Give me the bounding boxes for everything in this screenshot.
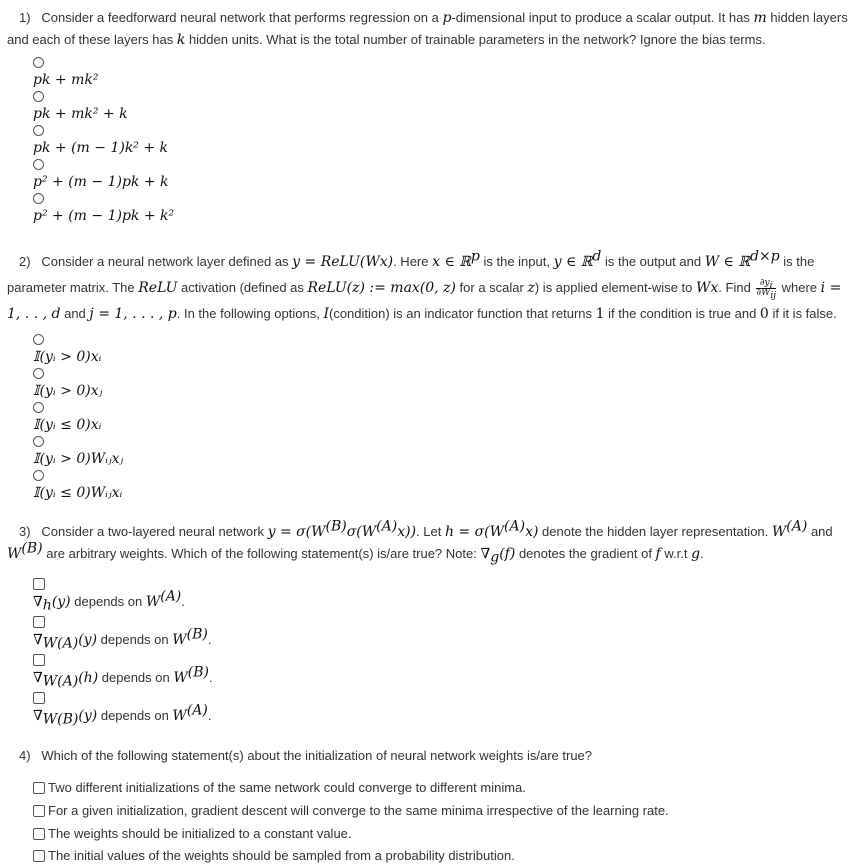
q1-option-1[interactable] (33, 57, 174, 91)
q4-option-4[interactable] (33, 847, 515, 865)
question-4-number: 4) (19, 748, 31, 763)
option-label: 𝕀(yᵢ > 0)xᵢ (33, 349, 102, 365)
checkbox[interactable] (33, 782, 45, 794)
option-label: 𝕀(yᵢ ≤ 0)xᵢ (33, 417, 102, 433)
option-label: 𝕀(yᵢ > 0)Wᵢⱼxⱼ (33, 451, 124, 467)
q3-option-4[interactable]: $\nabla_{W(B)}(y)$ depends on $W^{(A)}$. (33, 692, 213, 730)
q2-option-4[interactable] (33, 436, 123, 470)
q1-option-3[interactable] (33, 125, 174, 159)
q2-option-5[interactable] (33, 470, 123, 504)
checkbox[interactable] (33, 805, 45, 817)
radio-button[interactable] (33, 125, 44, 136)
q2-option-3[interactable] (33, 402, 123, 436)
q2-option-2[interactable] (33, 368, 123, 402)
option-label: 𝕀(yᵢ > 0)xⱼ (33, 383, 103, 399)
radio-button[interactable] (33, 57, 44, 68)
question-1-number: 1) (19, 10, 31, 25)
checkbox[interactable] (33, 850, 45, 862)
question-2-number: 2) (19, 254, 31, 269)
question-4: 4) Which of the following statement(s) about the initialization of neural network weights is/are true? (19, 748, 593, 763)
q2-option-1[interactable] (33, 334, 123, 368)
question-3-number: 3) (19, 524, 31, 539)
radio-button[interactable] (33, 334, 44, 345)
question-3-options (33, 578, 213, 730)
radio-button[interactable] (33, 368, 44, 379)
radio-button[interactable] (33, 470, 44, 481)
nabla-symbol: ∇ (33, 632, 43, 648)
q1-option-5[interactable] (33, 193, 174, 227)
question-3: 3) Consider a two-layered neural network $y = \sigma(W^{(B)}\sigma(W^{(A)}x))$. Let $h = \sigma(W^{(A)}x)$ denote the hidden layer representation. $W^{(A)}$ and $W^{(B)}$ are arbitrary weights. Which of the following statement(s) is/are true? Note: $\nabla_g(f)$ denotes the gradient of f w.r.t g. (7, 518, 833, 566)
q4-option-2[interactable] (33, 802, 669, 820)
q4-option-1[interactable] (33, 779, 526, 797)
q3-option-3[interactable]: $\nabla_{W(A)}(h)$ depends on $W^{(B)}$. (33, 654, 213, 692)
option-label: pk + mk² (33, 72, 99, 88)
radio-button[interactable] (33, 159, 44, 170)
question-2: 2) Consider a neural network layer defined as y = ReLU(Wx). Here x ∈ ℝ$^p$ is the input, y ∈ ℝ$^d$ is the output and W ∈ ℝ$^{d\times p}$ is the parameter matrix. The ReLU activation (defined as ReLU(z) := max(0, z) for a scalar z) is applied element-wise to Wx. Find $\frac{\partial y_i}{\partial W_{ij}}$ where i = 1, . . , d and j = 1, . . . , p. In the following options, I(condition) is an indicator function that returns 1 if the condition is true and 0 if it is false. (7, 248, 842, 322)
checkbox[interactable] (33, 828, 45, 840)
nabla-symbol: ∇ (33, 594, 43, 610)
radio-button[interactable] (33, 436, 44, 447)
radio-button[interactable] (33, 402, 44, 413)
q1-option-2[interactable] (33, 91, 174, 125)
option-label: p² + (m − 1)pk + k (33, 174, 169, 190)
option-label: p² + (m − 1)pk + k² (33, 208, 175, 224)
nabla-symbol: ∇ (33, 670, 43, 686)
checkbox[interactable] (33, 616, 45, 628)
q4-option-3[interactable] (33, 825, 352, 843)
partial-derivative-fraction: $\frac{\partial y_i}{\partial W_{ij}}$ (756, 278, 776, 301)
option-label: 𝕀(yᵢ ≤ 0)Wᵢⱼxᵢ (33, 485, 123, 501)
option-label: For a given initialization, gradient descent will converge to the same minima irrespective of the learning rate. (48, 803, 669, 818)
question-1: 1) Consider a feedforward neural network that performs regression on a p-dimensional input to produce a scalar output. It has m hidden layers and each of these layers has k hidden units. What is the total number of trainable parameters in the network? Ignore the bias terms. (7, 10, 848, 48)
q1-option-4[interactable] (33, 159, 174, 193)
checkbox[interactable] (33, 654, 45, 666)
q3-option-1[interactable]: $\nabla_h(y)$ depends on $W^{(A)}$. (33, 578, 213, 616)
option-label: pk + mk² + k (33, 106, 128, 122)
checkbox[interactable] (33, 578, 45, 590)
radio-button[interactable] (33, 193, 44, 204)
q3-option-2[interactable]: $\nabla_{W(A)}(y)$ depends on $W^{(B)}$. (33, 616, 213, 654)
option-label: The weights should be initialized to a constant value. (48, 826, 352, 841)
option-label: pk + (m − 1)k² + k (33, 140, 169, 156)
checkbox[interactable] (33, 692, 45, 704)
nabla-symbol: ∇ (33, 708, 43, 724)
question-2-options (33, 334, 123, 504)
radio-button[interactable] (33, 91, 44, 102)
option-label: The initial values of the weights should be sampled from a probability distribution. (48, 848, 515, 863)
option-label: Two different initializations of the same network could converge to different minima. (48, 780, 526, 795)
question-1-options (33, 57, 174, 227)
